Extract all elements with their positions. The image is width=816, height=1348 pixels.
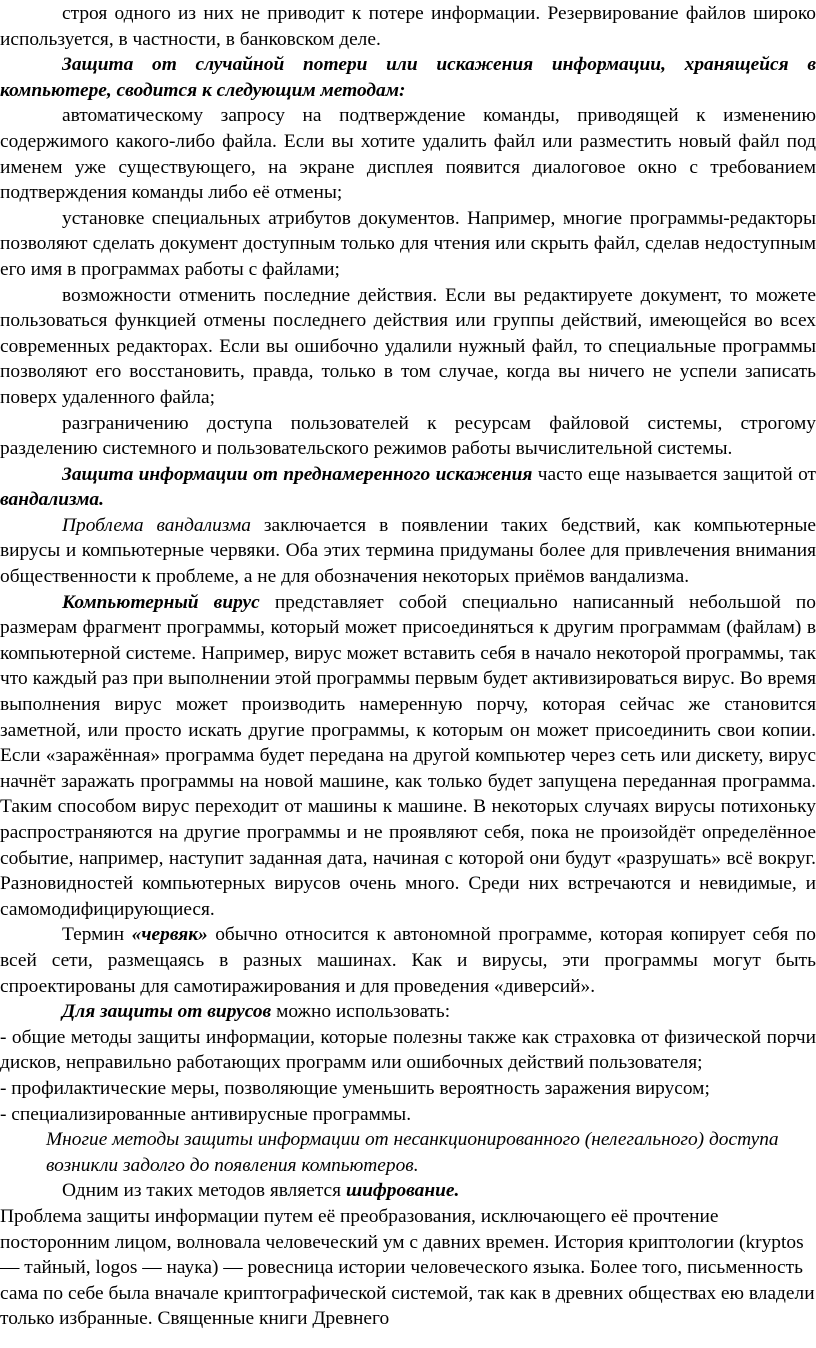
paragraph-unauthorized-access [0, 1127, 816, 1178]
list-item-undo [0, 283, 816, 411]
paragraph-text: Проблема защиты информации путем её преобразования, исключающего её прочтение посторонним лицом, волновала человеческий ум с давних времен. История криптологии (kryptos — тайный, logos — наука) — ровесница истории человеческого языка. Более того, письменность сама по себе была вначале криптографической системой, так как в древних обществах ею владели только избранные. Священные книги Древнего [0, 1205, 815, 1330]
paragraph-text: - специализированные антивирусные программы. [0, 1103, 412, 1125]
paragraph-virus-protection [0, 999, 816, 1025]
paragraph-text: Одним из таких методов является [62, 1180, 346, 1202]
paragraph-cryptology-history [0, 1204, 816, 1332]
emphasis-text: Компьютерный вирус [62, 591, 260, 613]
paragraph-text: автоматическому запросу на подтверждение команды, приводящей к изменению содержимого какого-либо файла. Если вы хотите удалить файл или разместить новый файл под именем уже существующего, на экране дисплея появится диалоговое окно с требованием подтверждения команды либо её отмены; [0, 105, 816, 204]
paragraph-text: возможности отменить последние действия. Если вы редактируете документ, то можете пользоваться функцией отмены последнего действия или группы действий, имеющейся во всех современных редакторах. Если вы ошибочно удалили нужный файл, то специальные программы позволяют его восстановить, правда, только в том случае, когда вы ничего не успели записать поверх удаленного файла; [0, 284, 816, 408]
paragraph-text: можно использовать: [271, 1001, 451, 1023]
emphasis-text: шифрование. [345, 1180, 460, 1202]
paragraph-vandalism-problem [0, 513, 816, 590]
paragraph-text: обычно относится к автономной программе, которая копирует себя по всей сети, размещаясь в разных машинах. Как и вирусы, эти программы могут быть спроектированы для самотиражирования и для проведения «диверсий». [0, 924, 816, 997]
paragraph-vandalism-protection [0, 462, 816, 513]
paragraph-text: - общие методы защиты информации, которые полезны также как страховка от физической порчи дисков, неправильно работающих программ или ошибочных действий пользователя; [0, 1026, 816, 1074]
paragraph-text: установке специальных атрибутов документов. Например, многие программы-редакторы позволяют сделать документ доступным только для чтения или скрыть файл, сделав недоступным его имя в программах работы с файлами; [0, 207, 816, 280]
paragraph-text: Термин [62, 924, 132, 946]
emphasis-text: Защита информации от преднамеренного искажения [62, 463, 533, 485]
list-item-preventive-measures [0, 1076, 816, 1102]
paragraph-encryption [0, 1178, 816, 1204]
paragraph-text: разграничению доступа пользователей к ресурсам файловой системы, строгому разделению системного и пользовательского режимов работы вычислительной системы. [0, 412, 816, 460]
paragraph-worm [0, 922, 816, 999]
paragraph-text: часто еще называется защитой от [532, 463, 816, 485]
list-item-access-control [0, 411, 816, 462]
paragraph-text: - профилактические меры, позволяющие уменьшить вероятность заражения вирусом; [0, 1077, 710, 1099]
list-item-general-methods [0, 1025, 816, 1076]
paragraph-backup [0, 1, 816, 52]
paragraph-text: строя одного из них не приводит к потере информации. Резервирование файлов широко используется, в частности, в банковском деле. [0, 3, 816, 50]
paragraph-text: Многие методы защиты информации от несанкционированного (нелегального) доступа возникли задолго до появления компьютеров. [46, 1129, 779, 1176]
heading-accidental-loss-protection [0, 52, 816, 103]
paragraph-computer-virus [0, 590, 816, 923]
document-page [0, 1, 816, 1348]
emphasis-text: «червяк» [131, 924, 208, 946]
paragraph-text: представляет собой специально написанный небольшой по размерам фрагмент программы, который может присоединяться к другим программам (файлам) в компьютерной системе. Например, вирус может вставить себя в начало некоторой программы, так что каждый раз при выполнении этой программы первым будет активизироваться вирус. Во время выполнения вирус может производить намеренную порчу, которая сейчас же становится заметной, или просто искать другие программы, к которым он может присоединить свои копии. Если «заражённая» программа будет передана на другой компьютер через сеть или дискету, вирус начнёт заражать программы на новой машине, как только будет запущена переданная программа. Таким способом вирус переходит от машины к машине. В некоторых случаях вирусы потихоньку распространяются на другие программы и не проявляют себя, пока не произойдёт определённое событие, например, наступит заданная дата, начиная с которой они будут «разрушать» всё вокруг. Разновидностей компьютерных вирусов очень много. Среди них встречаются и невидимые, и самомодифицирующиеся. [0, 591, 816, 920]
emphasis-text: вандализма. [0, 489, 104, 511]
list-item-confirmation [0, 103, 816, 205]
paragraph-text: заключается в появлении таких бедствий, как компьютерные вирусы и компьютерные червяки. Оба этих термина придуманы более для привлечения внимания общественности к проблеме, а не для обозначения некоторых приёмов вандализма. [0, 514, 816, 588]
emphasis-text: Для защиты от вирусов [62, 1001, 272, 1023]
heading-text: Защита от случайной потери или искажения информации, хранящейся в компьютере, сводится к следующим методам: [0, 54, 816, 101]
list-item-attributes [0, 206, 816, 283]
italic-term: Проблема вандализма [62, 514, 251, 536]
list-item-antivirus [0, 1102, 816, 1128]
